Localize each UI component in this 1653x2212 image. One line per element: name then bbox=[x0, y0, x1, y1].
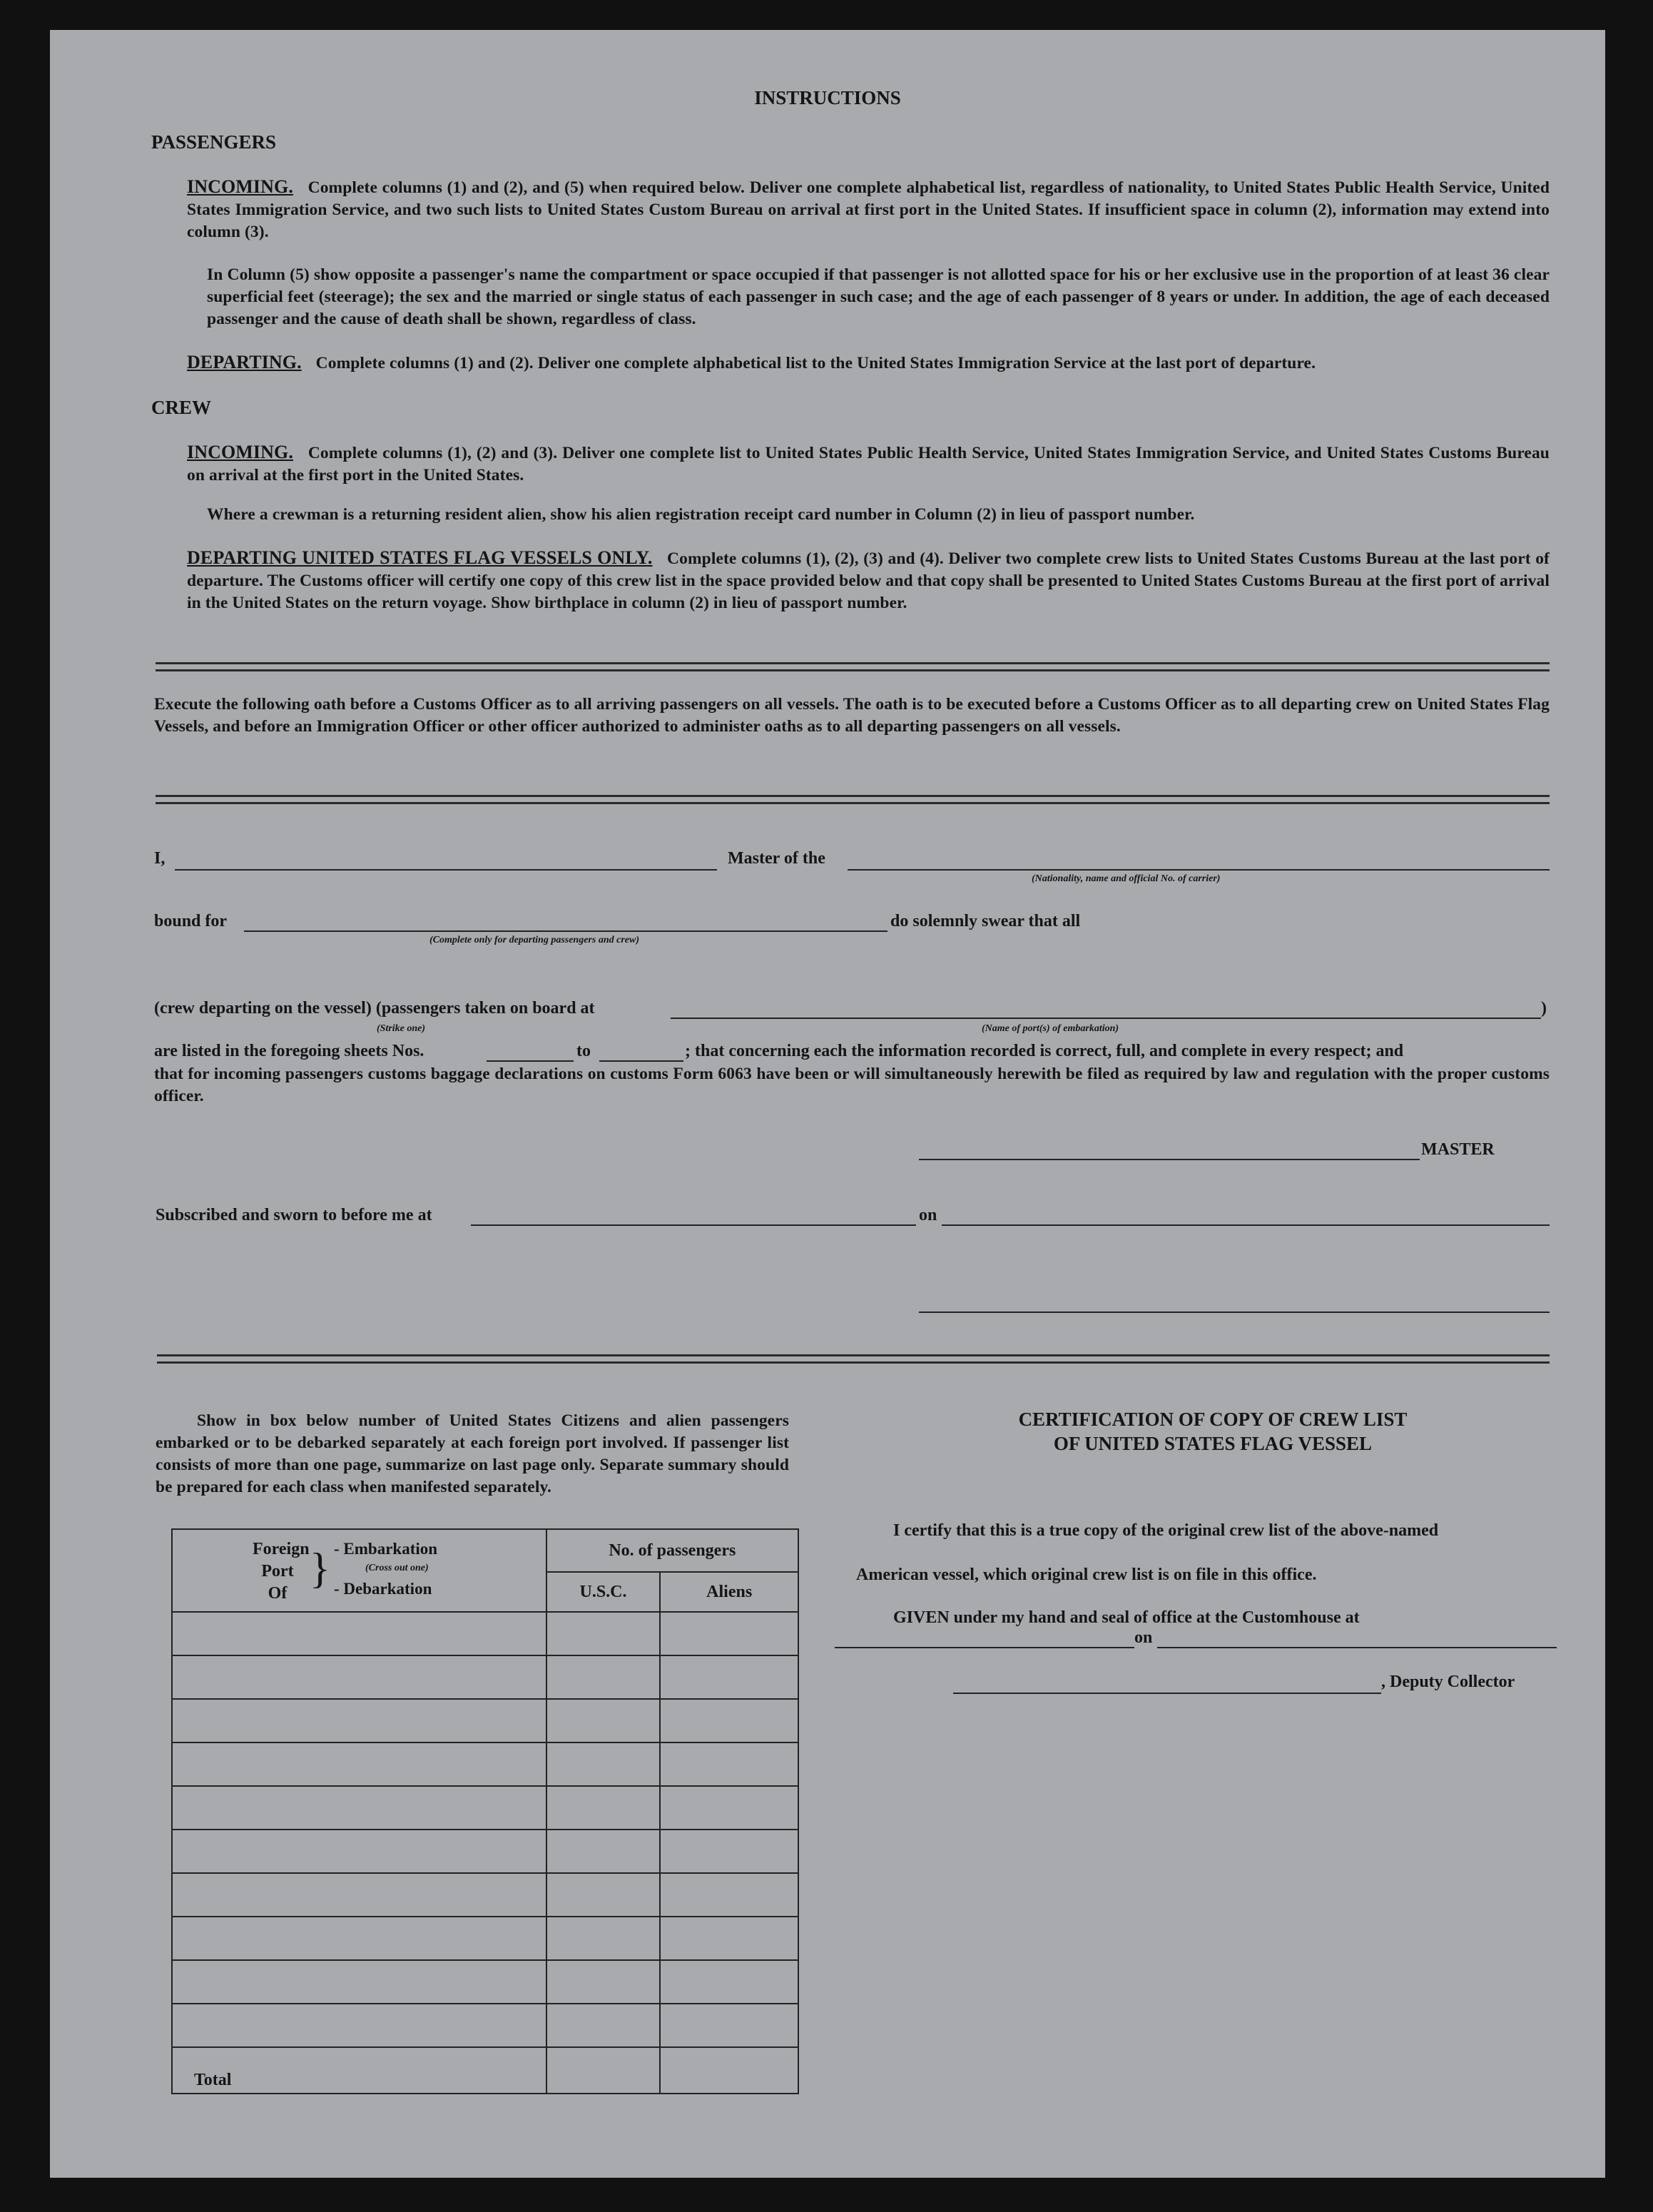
aliens-cell[interactable] bbox=[660, 1699, 798, 1742]
bound-for-field[interactable] bbox=[244, 930, 887, 932]
strike-caption: (Strike one) bbox=[377, 1023, 426, 1034]
close-paren: ) bbox=[1541, 999, 1547, 1018]
table-row bbox=[172, 1917, 798, 1960]
table-row bbox=[172, 1830, 798, 1873]
port-cell[interactable] bbox=[172, 1742, 546, 1786]
port-header-cell bbox=[172, 1529, 546, 1612]
sheet-from-field[interactable] bbox=[487, 1060, 574, 1062]
port-cell[interactable] bbox=[172, 2004, 546, 2047]
port-cell[interactable] bbox=[172, 1699, 546, 1742]
aliens-cell[interactable] bbox=[660, 1786, 798, 1830]
crew-resident-paragraph: Where a crewman is a returning resident alien, show his alien registration receipt card number in Column (2) in lieu of passport number. bbox=[207, 505, 1195, 524]
officer-signature-field[interactable] bbox=[919, 1312, 1550, 1313]
deputy-signature-field[interactable] bbox=[953, 1693, 1381, 1694]
crew-heading: CREW bbox=[151, 397, 212, 418]
sworn-place-field[interactable] bbox=[471, 1224, 916, 1226]
passengers-departing-paragraph bbox=[187, 351, 1550, 375]
embarkation-ports-field[interactable] bbox=[671, 1018, 1541, 1019]
passengers-departing-lead: DEPARTING. bbox=[187, 352, 302, 372]
port-cell[interactable] bbox=[172, 1873, 546, 1917]
divider-rule bbox=[156, 662, 1550, 664]
embarkation-label: - Embarkation bbox=[334, 1540, 438, 1558]
aliens-cell[interactable] bbox=[660, 2004, 798, 2047]
port-cell[interactable] bbox=[172, 1612, 546, 1655]
form-sheet bbox=[50, 30, 1605, 2178]
cross-out-caption: (Cross out one) bbox=[365, 1563, 429, 1573]
swear-label: do solemnly swear that all bbox=[890, 912, 1081, 930]
divider-rule bbox=[156, 795, 1550, 797]
crew-incoming-text: Complete columns (1), (2) and (3). Deliver one complete list to United States Public Health Service, United States Immigration Service, and United States Customs Bureau on arrival at the first port in the United States. bbox=[187, 444, 1550, 484]
ports-caption: (Name of port(s) of embarkation) bbox=[982, 1023, 1119, 1034]
summary-instructions: Show in box below number of United States Citizens and alien passengers embarked or to be debarked separately at each foreign port involved. If passenger list consists of more than one page, summarize on last page only. Separate summary should be prepared for each class when manifested separately. bbox=[156, 1411, 789, 1496]
brace-icon: } bbox=[310, 1545, 330, 1592]
deputy-collector-label: , Deputy Collector bbox=[1381, 1673, 1515, 1691]
passengers-heading: PASSENGERS bbox=[151, 131, 277, 153]
master-signature-field[interactable] bbox=[919, 1159, 1420, 1160]
divider-rule bbox=[157, 1354, 1550, 1356]
listed-text-3: that for incoming passengers customs baggage declarations on customs Form 6063 have been or will simultaneously herewith be filed as required by law and regulation with the proper customs officer. bbox=[154, 1065, 1550, 1105]
usc-cell[interactable] bbox=[546, 1873, 661, 1917]
port-cell[interactable] bbox=[172, 1655, 546, 1699]
passengers-incoming-lead: INCOMING. bbox=[187, 176, 293, 197]
passengers-departing-text: Complete columns (1) and (2). Deliver one complete alphabetical list to the United States Immigration Service at the last port of departure. bbox=[315, 354, 1316, 372]
table-row bbox=[172, 1655, 798, 1699]
crew-incoming-paragraph bbox=[187, 441, 1550, 487]
aliens-cell[interactable] bbox=[660, 1917, 798, 1960]
passenger-summary-table bbox=[171, 1528, 799, 2094]
bound-for-label: bound for bbox=[154, 912, 228, 930]
divider-rule bbox=[156, 669, 1550, 671]
listed-text-2: ; that concerning each the information recorded is correct, full, and complete in every respect; and bbox=[685, 1042, 1404, 1060]
on-label: on bbox=[919, 1206, 937, 1224]
usc-cell[interactable] bbox=[546, 1960, 661, 2004]
usc-cell[interactable] bbox=[546, 1742, 661, 1786]
usc-cell[interactable] bbox=[546, 1917, 661, 1960]
divider-rule bbox=[157, 1361, 1550, 1364]
listed-to-label: to bbox=[576, 1042, 591, 1060]
listed-label: are listed in the foregoing sheets Nos. bbox=[154, 1042, 424, 1060]
aliens-total-cell[interactable] bbox=[660, 2047, 798, 2094]
oath-intro: Execute the following oath before a Customs Officer as to all arriving passengers on all vessels. The oath is to be executed before a Customs Officer as to all departing crew on United States Flag Vessels, and before an Immigration Officer or other officer authorized to administer oaths as to all departing passengers on all vessels. bbox=[154, 695, 1550, 736]
of-label: Of bbox=[268, 1584, 288, 1603]
certification-title bbox=[856, 1407, 1570, 1456]
certification-title-line-2: OF UNITED STATES FLAG VESSEL bbox=[1053, 1433, 1373, 1454]
crew-incoming-lead: INCOMING. bbox=[187, 442, 293, 462]
crew-departing-paragraph bbox=[187, 547, 1550, 614]
aliens-cell[interactable] bbox=[660, 1612, 798, 1655]
certify-date-field[interactable] bbox=[1157, 1647, 1557, 1648]
passengers-incoming-text: Complete columns (1) and (2), and (5) when required below. Deliver one complete alphabetical list, regardless of nationality, to United States Public Health Service, United States Immigration Service, and two such lists to United States Custom Bureau on arrival at first port in the United States. If insufficient space in column (2), information may extend into column (3). bbox=[187, 178, 1550, 241]
usc-total-cell[interactable] bbox=[546, 2047, 661, 2094]
sworn-date-field[interactable] bbox=[942, 1224, 1550, 1226]
table-row bbox=[172, 1612, 798, 1655]
usc-cell[interactable] bbox=[546, 1786, 661, 1830]
crew-departing-text: Complete columns (1), (2), (3) and (4). Deliver two complete crew lists to United States Customs Bureau at the last port of departure. The Customs officer will certify one copy of this crew list in the space provided below and that copy shall be presented to United States Customs Bureau at the first port of arrival in the United States on the return voyage. Show birthplace in column (2) in lieu of passport number. bbox=[187, 549, 1550, 612]
nationality-caption: (Nationality, name and official No. of carrier) bbox=[1032, 873, 1221, 884]
crew-departing-lead: DEPARTING UNITED STATES FLAG VESSELS ONLY. bbox=[187, 547, 653, 568]
aliens-cell[interactable] bbox=[660, 1830, 798, 1873]
master-of-label: Master of the bbox=[728, 849, 825, 868]
vessel-field[interactable] bbox=[848, 869, 1550, 871]
aliens-cell[interactable] bbox=[660, 1873, 798, 1917]
master-label: MASTER bbox=[1421, 1140, 1495, 1159]
aliens-cell[interactable] bbox=[660, 1655, 798, 1699]
certify-on-label: on bbox=[1134, 1628, 1153, 1647]
table-row bbox=[172, 1742, 798, 1786]
usc-cell[interactable] bbox=[546, 2004, 661, 2047]
certify-text-2: American vessel, which original crew list is on file in this office. bbox=[856, 1566, 1317, 1584]
certification-title-line-1: CERTIFICATION OF COPY OF CREW LIST bbox=[1018, 1409, 1408, 1430]
no-passengers-header: No. of passengers bbox=[546, 1529, 798, 1572]
port-cell[interactable] bbox=[172, 1786, 546, 1830]
total-row bbox=[172, 2047, 798, 2094]
given-text: GIVEN under my hand and seal of office at the Customhouse at bbox=[893, 1608, 1360, 1627]
usc-cell[interactable] bbox=[546, 1830, 661, 1873]
complete-caption: (Complete only for departing passengers and crew) bbox=[429, 935, 639, 945]
debarkation-label: - Debarkation bbox=[334, 1580, 432, 1598]
usc-cell[interactable] bbox=[546, 1699, 661, 1742]
sheet-to-field[interactable] bbox=[599, 1060, 683, 1062]
table-row bbox=[172, 2004, 798, 2047]
usc-cell[interactable] bbox=[546, 1612, 661, 1655]
usc-cell[interactable] bbox=[546, 1655, 661, 1699]
customhouse-field[interactable] bbox=[835, 1647, 1134, 1648]
table-row bbox=[172, 1873, 798, 1917]
port-label: Port bbox=[261, 1562, 294, 1581]
page-title: INSTRUCTIONS bbox=[754, 87, 901, 108]
foreign-label: Foreign bbox=[253, 1540, 310, 1558]
port-cell[interactable] bbox=[172, 1830, 546, 1873]
passengers-incoming-paragraph bbox=[187, 176, 1550, 243]
certify-text-1: I certify that this is a true copy of the original crew list of the above-named bbox=[893, 1521, 1439, 1540]
aliens-header: Aliens bbox=[660, 1572, 798, 1612]
aliens-cell[interactable] bbox=[660, 1960, 798, 2004]
divider-rule bbox=[156, 802, 1550, 804]
oath-i-label: I, bbox=[154, 849, 166, 868]
total-label: Total bbox=[172, 2047, 546, 2094]
master-name-field[interactable] bbox=[175, 869, 717, 871]
subscribed-label: Subscribed and sworn to before me at bbox=[156, 1206, 432, 1224]
table-row bbox=[172, 1786, 798, 1830]
crew-departing-label: (crew departing on the vessel) (passengers taken on board at bbox=[154, 999, 595, 1018]
port-cell[interactable] bbox=[172, 1917, 546, 1960]
table-row bbox=[172, 1960, 798, 2004]
table-row bbox=[172, 1699, 798, 1742]
passengers-column5-paragraph: In Column (5) show opposite a passenger's name the compartment or space occupied if that passenger is not allotted space for his or her exclusive use in the proportion of at least 36 clear superficial feet (steerage); the sex and the married or single status of each passenger in such case; and the age of each passenger of 8 years or under. In addition, the age of each deceased passenger and the cause of death shall be shown, regardless of class. bbox=[207, 265, 1550, 328]
usc-header: U.S.C. bbox=[546, 1572, 661, 1612]
port-cell[interactable] bbox=[172, 1960, 546, 2004]
aliens-cell[interactable] bbox=[660, 1742, 798, 1786]
